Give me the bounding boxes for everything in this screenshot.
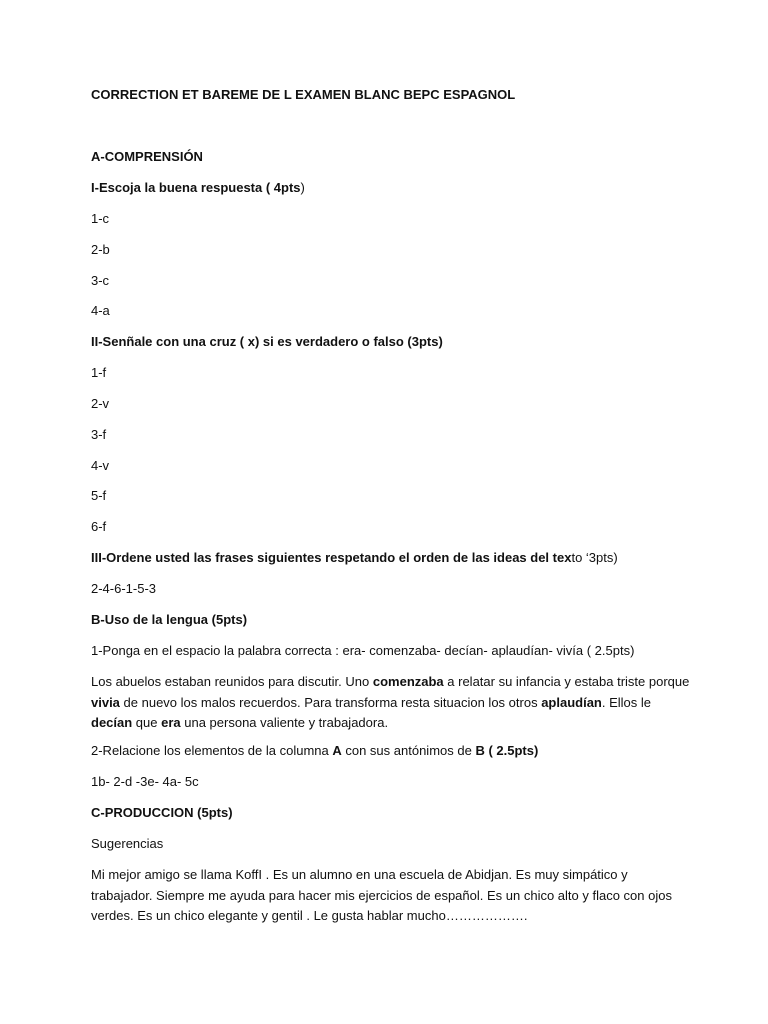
part1-answer: 1-c bbox=[91, 211, 110, 226]
c-paragraph: Mi mejor amigo se llama KoffI . Es un alumno en una escuela de Abidjan. Es muy simpático y trabajador. Siempre me ayuda para hacer mis ejercicios de español. Es un chico alto y flaco con ojos verdes. Es un chico elegante y gentil . Le gusta hablar mucho………………. bbox=[91, 867, 672, 923]
part1-heading bbox=[91, 179, 305, 197]
part2-answer: 1-f bbox=[91, 365, 107, 380]
part2-answer: 5-f bbox=[91, 488, 107, 503]
part2-answer: 3-f bbox=[91, 427, 107, 442]
part1-answer: 2-b bbox=[91, 242, 110, 257]
b2-instruction bbox=[91, 742, 538, 760]
b2-instr-bold: B ( 2.5pts) bbox=[475, 743, 539, 758]
section-b-heading: B-Uso de la lengua (5pts) bbox=[91, 612, 248, 627]
b1-text: que bbox=[132, 715, 162, 730]
part3-answer: 2-4-6-1-5-3 bbox=[91, 581, 157, 596]
b2-instr-text: 2-Relacione los elementos de la columna bbox=[91, 743, 333, 758]
b1-answer-word: vivia bbox=[91, 694, 120, 710]
part1-heading-end: ) bbox=[300, 180, 305, 195]
part1-answer: 3-c bbox=[91, 273, 110, 288]
b1-answer-word: decían bbox=[91, 715, 133, 730]
b1-instruction: 1-Ponga en el espacio la palabra correcta : era- comenzaba- decían- aplaudían- vivía ( 2.5pts) bbox=[91, 643, 635, 658]
b2-answer: 1b- 2-d -3e- 4a- 5c bbox=[91, 774, 199, 789]
part2-answer: 4-v bbox=[91, 458, 110, 473]
b1-text: de nuevo los malos recuerdos. Para transforma resta situacion los otros bbox=[119, 694, 542, 710]
part1-heading-bold: I-Escoja la buena respuesta ( 4pts bbox=[91, 180, 301, 195]
b2-instr-bold: A bbox=[332, 743, 342, 758]
b1-text: a relatar su infancia y estaba triste porque bbox=[443, 674, 690, 689]
part2-heading: II-Senñale con una cruz ( x) si es verdadero o falso (3pts) bbox=[91, 334, 443, 349]
c-label: Sugerencias bbox=[91, 836, 164, 851]
part2-answer: 6-f bbox=[91, 519, 107, 534]
section-a-heading: A-COMPRENSIÓN bbox=[91, 149, 203, 164]
part3-heading-rest: to ‘3pts) bbox=[571, 550, 618, 565]
b1-text: . Ellos le bbox=[601, 694, 652, 710]
part3-heading bbox=[91, 549, 618, 567]
document-title: CORRECTION ET BAREME DE L EXAMEN BLANC BEPC ESPAGNOL bbox=[91, 87, 516, 102]
b1-text: una persona valiente y trabajadora. bbox=[180, 715, 389, 730]
part2-answer: 2-v bbox=[91, 396, 110, 411]
b1-paragraph bbox=[91, 672, 691, 734]
b1-text: Los abuelos estaban reunidos para discutir. Uno bbox=[91, 674, 373, 689]
b2-instr-text: con sus antónimos de bbox=[341, 743, 476, 758]
part1-answer: 4-a bbox=[91, 303, 110, 318]
b1-answer-word: era bbox=[161, 715, 181, 730]
b1-answer-word: aplaudían bbox=[541, 694, 602, 710]
part3-heading-bold: III-Ordene usted las frases siguientes respetando el orden de las ideas del tex bbox=[91, 550, 572, 565]
b1-answer-word: comenzaba bbox=[372, 674, 444, 689]
section-c-heading: C-PRODUCCION (5pts) bbox=[91, 805, 233, 820]
